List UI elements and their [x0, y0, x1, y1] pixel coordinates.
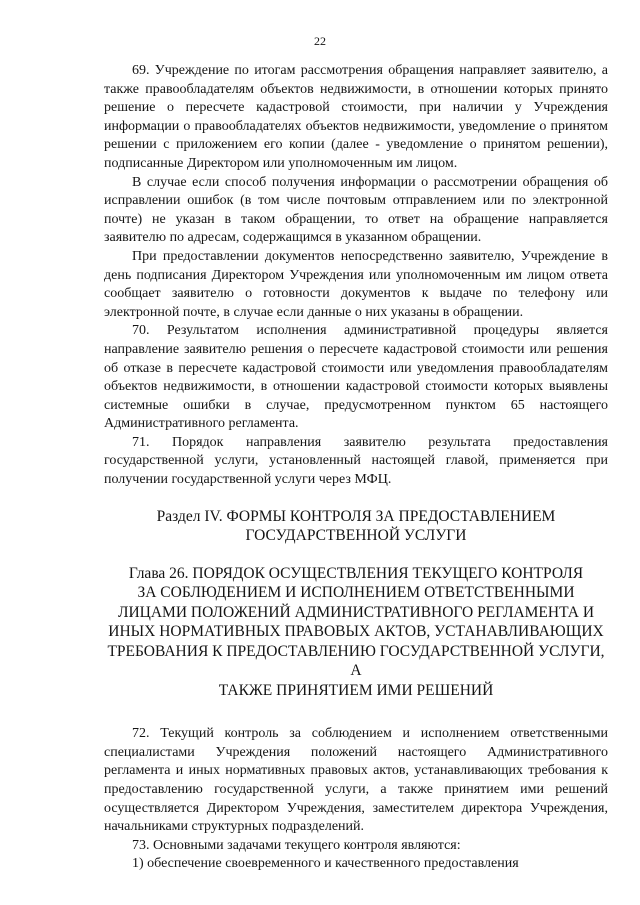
spacer — [104, 700, 608, 725]
chapter-heading-line: ЗА СОБЛЮДЕНИЕМ И ИСПОЛНЕНИЕМ ОТВЕТСТВЕННЫМИ — [137, 584, 575, 602]
paragraph-69: 69. Учреждение по итогам рассмотрения обращения направляет заявителю, а также правообладателям объектов недвижимости, в отношении которых принято решение о пересчете кадастровой стоимости, при наличии у Учреждения информации о правообладателях объектов недвижимости, уведомление о принятом решении с приложением его копии (далее - уведомление о принятом решении), подписанные Директором или уполномоченным им лицом. — [104, 63, 608, 171]
document-body — [104, 62, 608, 874]
chapter-heading-line: ИНЫХ НОРМАТИВНЫХ ПРАВОВЫХ АКТОВ, УСТАНАВЛИВАЮЩИХ — [108, 623, 604, 641]
paragraph-70: 70. Результатом исполнения административной процедуры является направление заявителю решения о пересчете кадастровой стоимости или решения об отказе в пересчете кадастровой стоимости или уведомления правообладателям объектов недвижимости, в отношении кадастровой стоимости которых выявлены системные ошибки в случае, предусмотренном пунктом 65 настоящего Административного регламента. — [104, 323, 608, 432]
chapter-heading-line: ЛИЦАМИ ПОЛОЖЕНИЙ АДМИНИСТРАТИВНОГО РЕГЛАМЕНТА И — [117, 603, 595, 621]
section-heading — [104, 507, 608, 545]
chapter-heading-line: Глава 26. ПОРЯДОК ОСУЩЕСТВЛЕНИЯ ТЕКУЩЕГО КОНТРОЛЯ — [128, 564, 584, 582]
page-number: 22 — [314, 34, 326, 48]
chapter-heading — [104, 564, 608, 701]
chapter-heading-line: ТРЕБОВАНИЯ К ПРЕДОСТАВЛЕНИЮ ГОСУДАРСТВЕННОЙ УСЛУГИ, А — [107, 642, 605, 680]
paragraph-71: 71. Порядок направления заявителю результата предоставления государственной услуги, установленный настоящей главой, применяется при получении государственной услуги через МФЦ. — [104, 434, 608, 488]
paragraph-72: 72. Текущий контроль за соблюдением и исполнением ответственными специалистами Учреждения положений настоящего Административного регламента и иных нормативных правовых актов, устанавливающих требования к предоставлению государственной услуги, а также принятием ими решений осуществляется Директором Учреждения, заместителем директора Учреждения, начальниками структурных подразделений. — [104, 726, 608, 835]
paragraph-contact-method: В случае если способ получения информации о рассмотрении обращения об исправлении ошибок (в том числе почтовым отправлением или по электронной почте) не указан в таком обращении, то ответ на обращение направляется заявителю по адресам, содержащимся в указанном обращении. — [104, 174, 608, 246]
list-item-1: 1) обеспечение своевременного и качественного предоставления — [132, 856, 519, 872]
paragraph-direct-delivery: При предоставлении документов непосредственно заявителю, Учреждение в день подписания Директором Учреждения или уполномоченным им лицом ответа сообщает заявителю о готовности документов к выдаче по телефону или электронной почте, в случае если данные о них указаны в обращении. — [104, 248, 608, 320]
section-heading-line: Раздел IV. ФОРМЫ КОНТРОЛЯ ЗА ПРЕДОСТАВЛЕНИЕМ — [156, 507, 556, 525]
section-heading-line: ГОСУДАРСТВЕННОЙ УСЛУГИ — [245, 526, 467, 544]
chapter-heading-line: ТАКЖЕ ПРИНЯТИЕМ ИМИ РЕШЕНИЙ — [218, 681, 494, 699]
paragraph-73: 73. Основными задачами текущего контроля являются: — [132, 837, 461, 853]
